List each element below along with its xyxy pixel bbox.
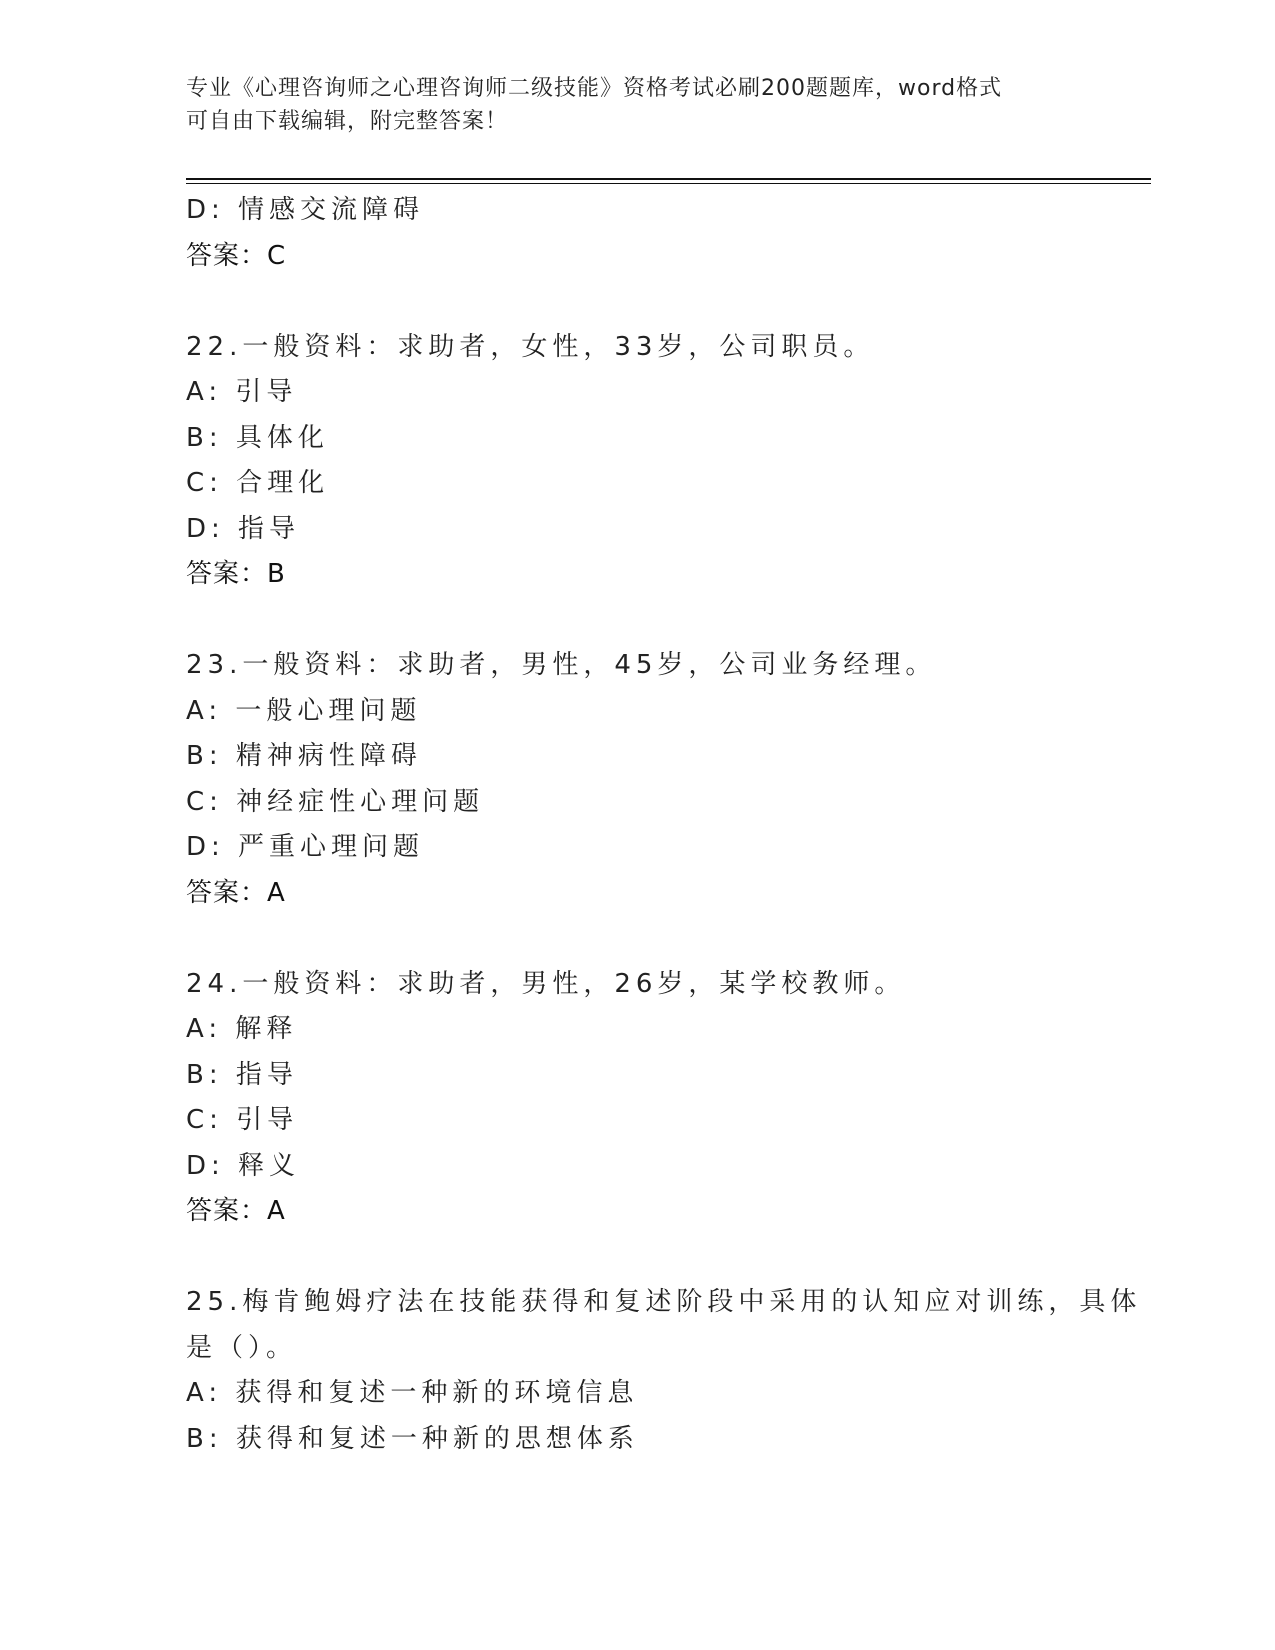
question-item [186,325,1086,598]
spacer [186,598,1086,644]
answer-line: 答案：A [186,877,286,908]
header-line-1: 专业《心理咨询师之心理咨询师二级技能》资格考试必刷200题题库，word格式 [186,76,1003,101]
spacer [186,279,1086,325]
option-a: A: 引导 [186,377,298,407]
question-item [186,643,1086,916]
question-stem-line-2: 是（）。 [186,1332,298,1363]
option-b: B: 具体化 [186,422,329,453]
option-b: B: 指导 [186,1059,298,1090]
option-d: D: 释义 [186,1150,301,1181]
option-c: C: 神经症性心理问题 [186,786,485,817]
question-item [186,962,1086,1235]
question-item [186,1280,1142,1462]
option-b: B: 获得和复述一种新的思想体系 [186,1423,639,1454]
option-d: D: 指导 [186,513,301,544]
option-c: C: 引导 [186,1105,299,1135]
question-stem: 22.一般资料：求助者，女性，33岁，公司职员。 [186,331,875,362]
header-divider-thick [186,178,1151,180]
option-a: A: 解释 [186,1014,298,1044]
answer-line: 答案：A [186,1196,286,1226]
header-line-2: 可自由下载编辑，附完整答案！ [186,109,509,134]
option-d: D: 情感交流障碍 [186,195,425,225]
option-a: A: 一般心理问题 [186,695,422,726]
question-stem-line-1: 25.梅肯鲍姆疗法在技能获得和复述阶段中采用的认知应对训练，具体 [186,1287,1142,1317]
option-d: D: 严重心理问题 [186,832,425,862]
document-header [186,72,1066,138]
spacer [186,916,1086,962]
question-stem: 23.一般资料：求助者，男性，45岁，公司业务经理。 [186,650,937,680]
answer-line: 答案：B [186,559,286,589]
option-c: C: 合理化 [186,468,330,498]
answer-line: 答案：C [186,240,287,271]
option-a: A: 获得和复述一种新的环境信息 [186,1378,639,1408]
question-stem: 24.一般资料：求助者，男性，26岁，某学校教师。 [186,968,906,999]
spacer [186,1235,1086,1281]
option-b: B: 精神病性障碍 [186,741,422,771]
header-divider-thin [186,183,1151,184]
question-list [186,188,1142,1462]
